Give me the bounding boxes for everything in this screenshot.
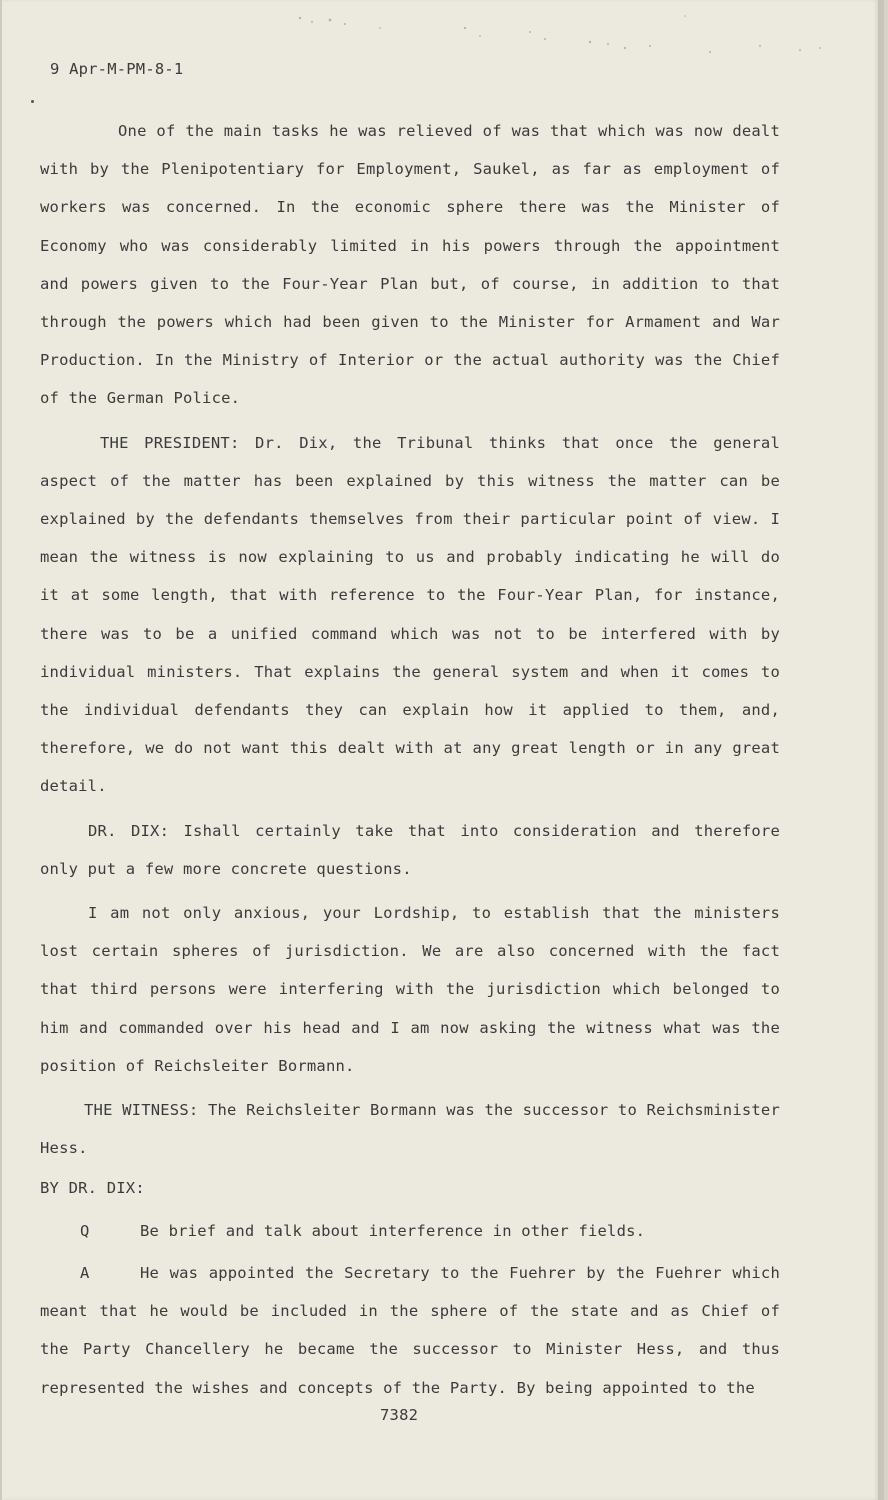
by-line: BY DR. DIX: bbox=[40, 1179, 145, 1198]
page-edge bbox=[0, 0, 2, 1500]
transcript-body bbox=[40, 112, 780, 1407]
paragraph: One of the main tasks he was relieved of was that which was now dealt with by the Plenipotentiary for Employment, Saukel, as far as employment of workers was concerned. In the economic sphere there was the Minister of Economy who was considerably limited in his powers through the appointment and powers given to the Four-Year Plan but, of course, in addition to that through the powers which had been given to the Minister for Armament and War Production. In the Ministry of Interior or the actual authority was the Chief of the German Police. bbox=[40, 122, 780, 408]
answer-marker: A bbox=[80, 1263, 90, 1282]
paragraph-witness: THE WITNESS: The Reichsleiter Bormann was the successor to Reichsminister Hess. bbox=[40, 1101, 780, 1158]
paragraph-president: THE PRESIDENT: Dr. Dix, the Tribunal thinks that once the general aspect of the matter has been explained by this witness the matter can be explained by the defendants themselves from their particular point of view. I mean the witness is now explaining to us and probably indicating he will do it at some length, that with reference to the Four-Year Plan, for instance, there was to be a unified command which was not to be interfered with by individual ministers. That explains the general system and when it comes to the individual defendants they can explain how it applied to them, and, therefore, we do not want this dealt with at any great length or in any great detail. bbox=[40, 433, 780, 796]
question-text: Be brief and talk about interference in other fields. bbox=[140, 1221, 646, 1240]
answer bbox=[40, 1254, 780, 1407]
answer-text: He was appointed the Secretary to the Fuehrer by the Fuehrer which meant that he would be included in the sphere of the state and as Chief of the Party Chancellery he became the successor to Minister Hess, and thus represented the wishes and concepts of the Party. By being appointed to the bbox=[40, 1263, 780, 1397]
paragraph: I am not only anxious, your Lordship, to establish that the ministers lost certain spheres of jurisdiction. We are also concerned with the fact that third persons were interfering with the jurisdiction which belonged to him and commanded over his head and I am now asking the witness what was the position of Reichsleiter Bormann. bbox=[40, 904, 780, 1075]
question-marker: Q bbox=[80, 1221, 90, 1240]
stray-mark bbox=[31, 100, 34, 103]
header-code: 9 Apr-M-PM-8-1 bbox=[50, 60, 184, 78]
paragraph-dix: DR. DIX: Ishall certainly take that into consideration and therefore only put a few more concrete questions. bbox=[40, 821, 780, 878]
question bbox=[40, 1212, 780, 1250]
paper-specks bbox=[290, 8, 850, 58]
page-number: 7382 bbox=[380, 1406, 419, 1424]
